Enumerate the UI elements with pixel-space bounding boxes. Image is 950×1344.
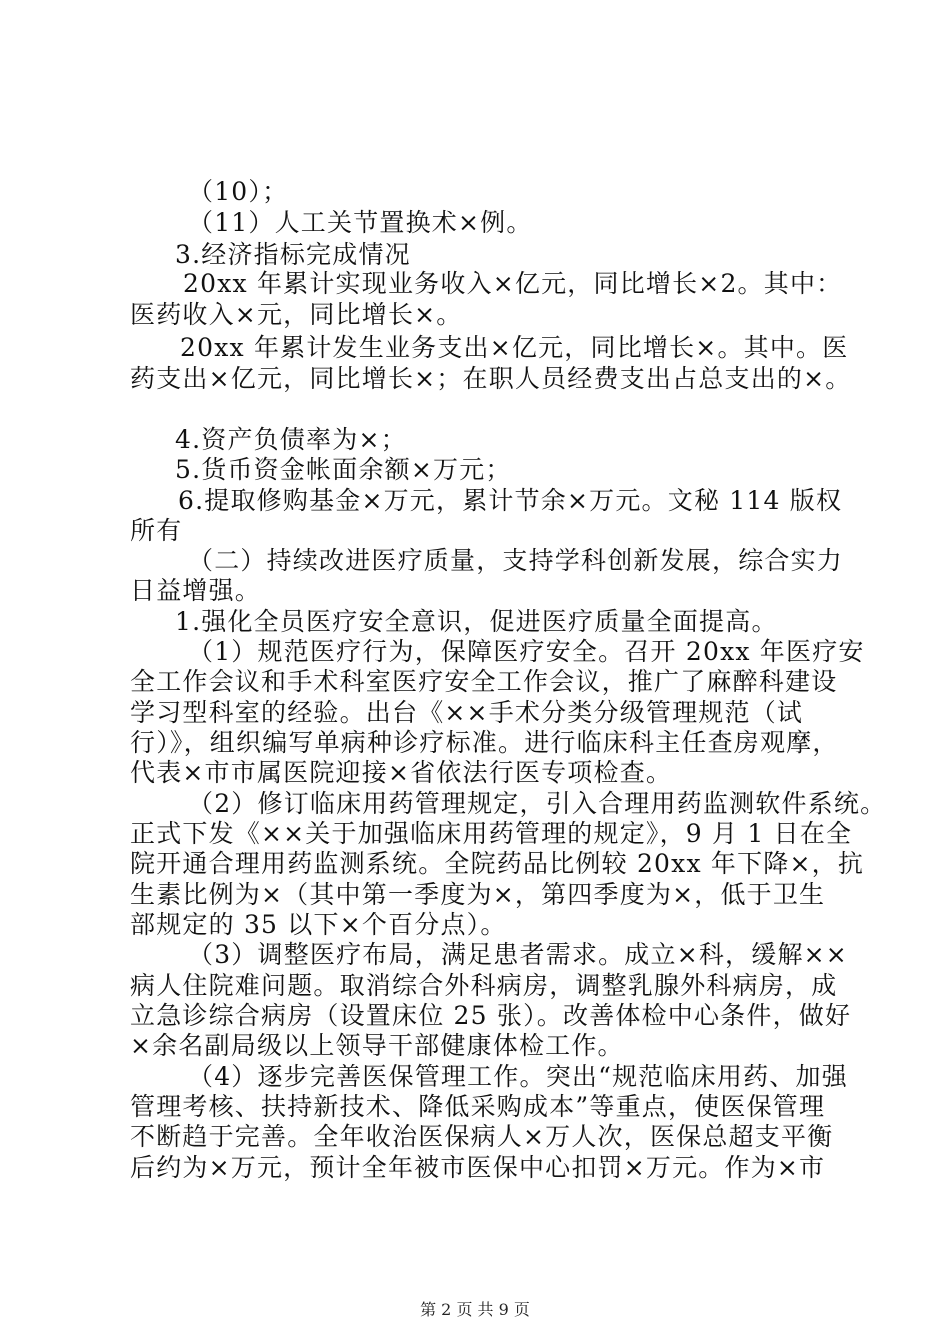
text-line: 代表×市市属医院迎接×省依法行医专项检查。 [130, 758, 673, 787]
text-line: 药支出×亿元，同比增长×；在职人员经费支出占总支出的×。 [130, 364, 852, 393]
section-heading: 日益增强。 [130, 576, 262, 605]
text-line: 管理考核、扶持新技术、降低采购成本”等重点，使医保管理 [130, 1092, 826, 1121]
text-line: 病人住院难问题。取消综合外科病房，调整乳腺外科病房，成 [130, 971, 838, 1000]
text-line: 20xx 年累计发生业务支出×亿元，同比增长×。其中。医 [180, 333, 849, 362]
text-line: 生素比例为×（其中第一季度为×，第四季度为×，低于卫生 [130, 880, 826, 909]
text-line: 6.提取修购基金×万元，累计节余×万元。文秘 114 版权 [178, 486, 843, 515]
text-line: （1）规范医疗行为，保障医疗安全。召开 20xx 年医疗安 [188, 637, 865, 666]
text-line: 部规定的 35 以下×个百分点）。 [130, 910, 507, 939]
text-line: （3）调整医疗布局，满足患者需求。成立×科，缓解×× [188, 940, 848, 969]
text-line: 所有 [130, 516, 183, 545]
section-heading: 1.强化全员医疗安全意识，促进医疗质量全面提高。 [175, 607, 778, 636]
text-line: 4.资产负债率为×； [175, 425, 407, 454]
text-line: （2）修订临床用药管理规定，引入合理用药监测软件系统。 [188, 789, 887, 818]
text-line: 院开通合理用药监测系统。全院药品比例较 20xx 年下降×，抗 [130, 849, 865, 878]
text-line: （10）； [188, 177, 289, 206]
text-line: 医药收入×元，同比增长×。 [130, 300, 463, 329]
section-heading: （二）持续改进医疗质量，支持学科创新发展，综合实力 [188, 546, 844, 575]
text-line: 20xx 年累计实现业务收入×亿元，同比增长×2。其中： [183, 269, 843, 298]
text-line: （11）人工关节置换术×例。 [188, 208, 533, 237]
text-line: 全工作会议和手术科室医疗安全工作会议，推广了麻醉科建设 [130, 667, 838, 696]
text-line: 5.货币资金帐面余额×万元； [175, 455, 512, 484]
text-line: 学习型科室的经验。出台《××手术分类分级管理规范（试 [130, 698, 804, 727]
text-line: 正式下发《××关于加强临床用药管理的规定》，9 月 1 日在全 [130, 819, 853, 848]
text-line: 立急诊综合病房（设置床位 25 张）。改善体检中心条件，做好 [130, 1001, 852, 1030]
text-line: 行）》，组织编写单病种诊疗标准。进行临床科主任查房观摩， [130, 728, 839, 757]
text-line: 不断趋于完善。全年收治医保病人×万人次，医保总超支平衡 [130, 1122, 834, 1151]
section-heading: 3.经济指标完成情况 [175, 240, 411, 269]
text-line: （4）逐步完善医保管理工作。突出“规范临床用药、加强 [188, 1062, 848, 1091]
text-line: ×余名副局级以上领导干部健康体检工作。 [130, 1031, 624, 1060]
page-number-footer: 第 2 页 共 9 页 [420, 1300, 530, 1319]
text-line: 后约为×万元，预计全年被市医保中心扣罚×万元。作为×市 [130, 1153, 826, 1182]
